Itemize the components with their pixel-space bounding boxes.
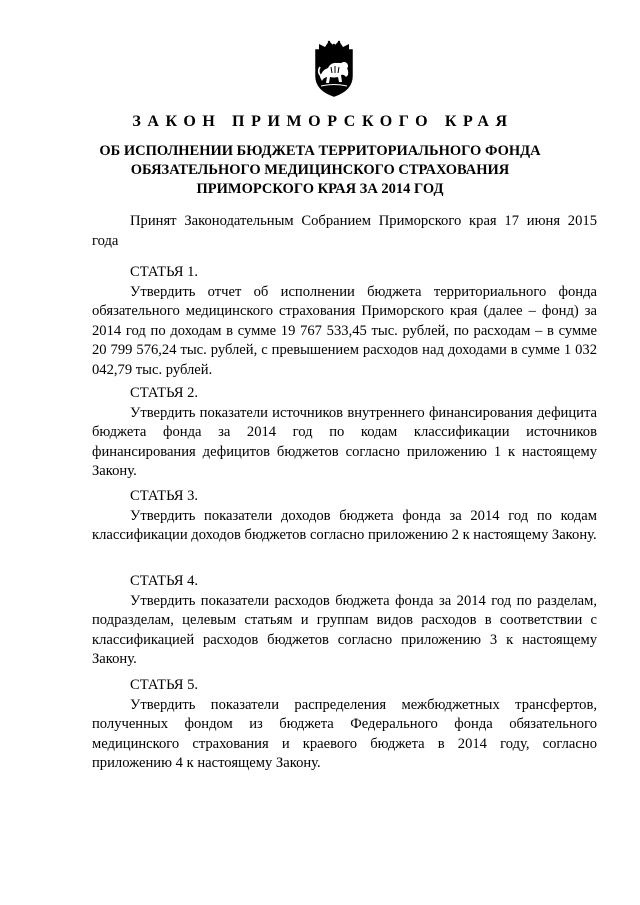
article-heading: СТАТЬЯ 1. — [130, 264, 199, 280]
article-2 — [92, 384, 597, 482]
law-subtitle-line: ОБ ИСПОЛНЕНИИ БЮДЖЕТА ТЕРРИТОРИАЛЬНОГО ФОНДА — [99, 143, 541, 159]
article-heading: СТАТЬЯ 3. — [130, 488, 199, 504]
primorsky-krai-coat-of-arms-tiger-icon — [313, 40, 355, 98]
article-heading: СТАТЬЯ 5. — [130, 677, 199, 693]
article-heading: СТАТЬЯ 2. — [130, 385, 199, 401]
article-text: Утвердить показатели расходов бюджета фонда за 2014 год по разделам, подразделам, целевым статьям и группам видов расходов в соответствии с классификацией расходов бюджетов согласно приложению 3 к настоящему Закону. — [92, 592, 597, 668]
article-1 — [92, 263, 597, 381]
law-title: ЗАКОН ПРИМОРСКОГО КРАЯ — [132, 113, 514, 130]
article-5 — [92, 676, 597, 774]
article-3 — [92, 487, 597, 546]
law-subtitle-line: ПРИМОРСКОГО КРАЯ ЗА 2014 ГОД — [196, 181, 444, 197]
article-text: Утвердить показатели доходов бюджета фонда за 2014 год по кодам классификации доходов бюджетов согласно приложению 2 к настоящему Закону. — [92, 507, 597, 544]
law-subtitle — [70, 142, 570, 199]
article-text: Утвердить показатели источников внутреннего финансирования дефицита бюджета фонда за 2014 год по кодам классификации источников финансирования дефицитов бюджетов согласно приложению 1 к настоящему Закону. — [92, 404, 597, 480]
law-subtitle-line: ОБЯЗАТЕЛЬНОГО МЕДИЦИНСКОГО СТРАХОВАНИЯ — [130, 162, 510, 178]
article-heading: СТАТЬЯ 4. — [130, 573, 199, 589]
article-4 — [92, 572, 597, 670]
adoption-statement: Принят Законодательным Собранием Приморского края 17 июня 2015 года — [92, 213, 597, 249]
article-text: Утвердить показатели распределения межбюджетных трансфертов, полученных фондом из бюджета Федерального фонда обязательного медицинского страхования и краевого бюджета в 2014 году, согласно приложению 4 к настоящему Закону. — [92, 696, 597, 772]
article-text: Утвердить отчет об исполнении бюджета территориального фонда обязательного медицинского страхования Приморского края (далее – фонд) за 2014 год по доходам в сумме 19 767 533,45 тыс. рублей, по расходам – в сумме 20 799 576,24 тыс. рублей, с превышением расходов над доходами в сумме 1 032 042,79 тыс. рублей. — [92, 283, 597, 378]
